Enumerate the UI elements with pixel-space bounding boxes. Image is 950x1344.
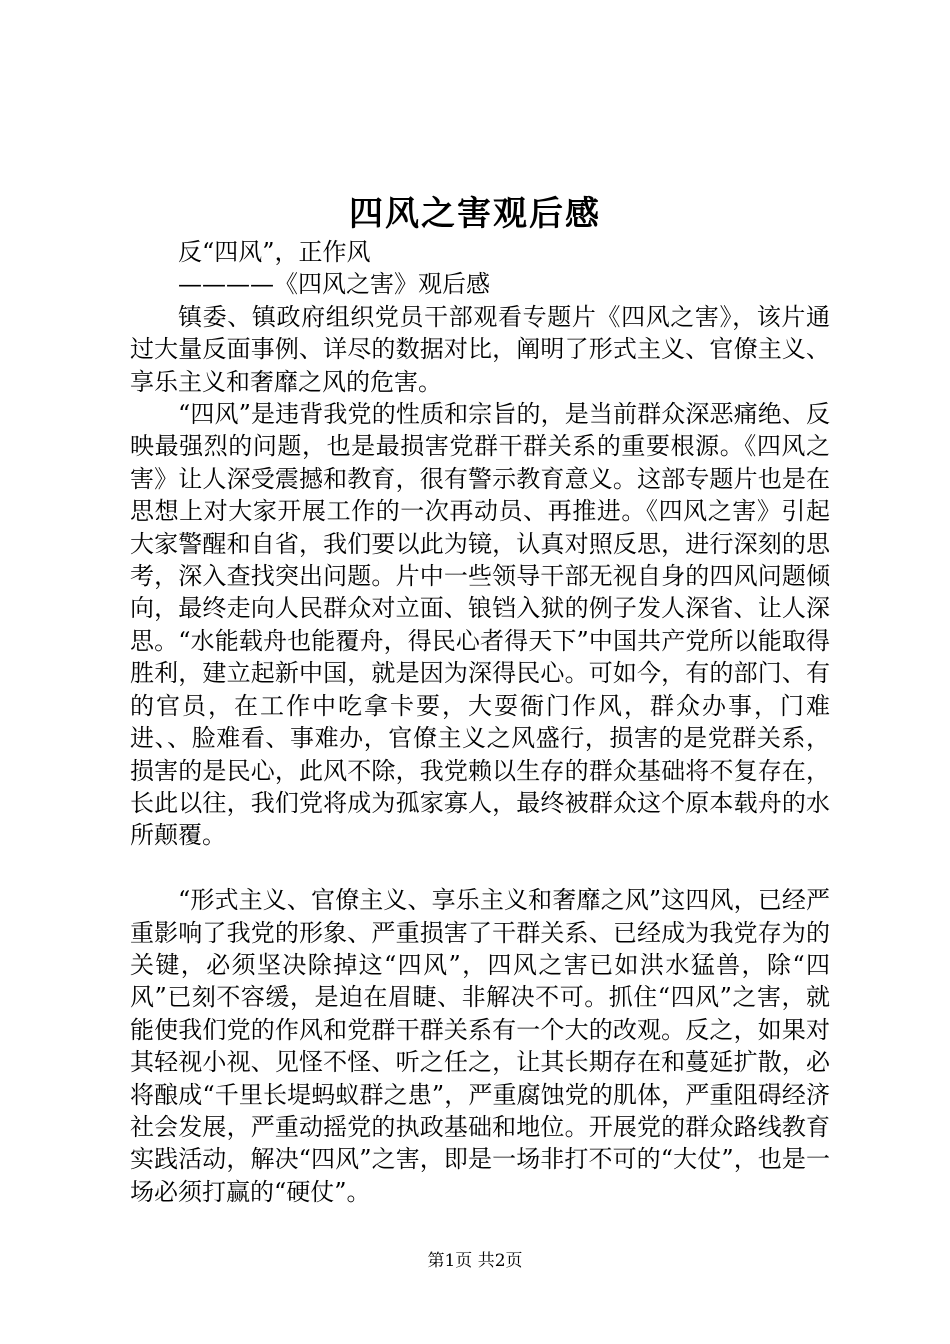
paragraph-1: 镇委、镇政府组织党员干部观看专题片《四风之害》，该片通过大量反面事例、详尽的数据对比，阐明了形式主义、官僚主义、享乐主义和奢靡之风的危害。 [130,302,830,396]
subtitle-line-2: ————《四风之害》观后感 [178,270,490,299]
document-body [130,236,830,1208]
page-footer: 第1页 共2页 [427,1251,523,1271]
paragraph-spacer [130,852,830,884]
paragraph-3: “形式主义、官僚主义、享乐主义和奢靡之风”这四风，已经严重影响了我党的形象、严重损害了干群关系、已经成为我党存为的关键，必须坚决除掉这“四风”，四风之害已如洪水猛兽，除“四风”已刻不容缓，是迫在眉睫、非解决不可。抓住“四风”之害，就能使我们党的作风和党群干群关系有一个大的改观。反之，如果对其轻视小视、见怪不怪、听之任之，让其长期存在和蔓延扩散，必将酿成“千里长堤蚂蚁群之患”，严重腐蚀党的肌体，严重阻碍经济社会发展，严重动摇党的执政基础和地位。开展党的群众路线教育实践活动，解决“四风”之害，即是一场非打不可的“大仗”，也是一场必须打赢的“硬仗”。 [130,886,830,1206]
document-title: 四风之害观后感 [349,194,601,234]
subtitle-line-1: 反“四风”，正作风 [178,238,371,266]
paragraph-2: “四风”是违背我党的性质和宗旨的，是当前群众深恶痛绝、反映最强烈的问题，也是最损害党群干群关系的重要根源。《四风之害》让人深受震撼和教育，很有警示教育意义。这部专题片也是在思想上对大家开展工作的一次再动员、再推进。《四风之害》引起大家警醒和自省，我们要以此为镜，认真对照反思，进行深刻的思考，深入查找突出问题。片中一些领导干部无视自身的四风问题倾向，最终走向人民群众对立面、锒铛入狱的例子发人深省、让人深思。“水能载舟也能覆舟，得民心者得天下”中国共产党所以能取得胜利，建立起新中国，就是因为深得民心。可如今，有的部门、有的官员，在工作中吃拿卡要，大耍衙门作风，群众办事，门难进、、脸难看、事难办，官僚主义之风盛行，损害的是党群关系，损害的是民心，此风不除，我党赖以生存的群众基础将不复存在，长此以往，我们党将成为孤家寡人，最终被群众这个原本载舟的水所颠覆。 [130,400,830,850]
